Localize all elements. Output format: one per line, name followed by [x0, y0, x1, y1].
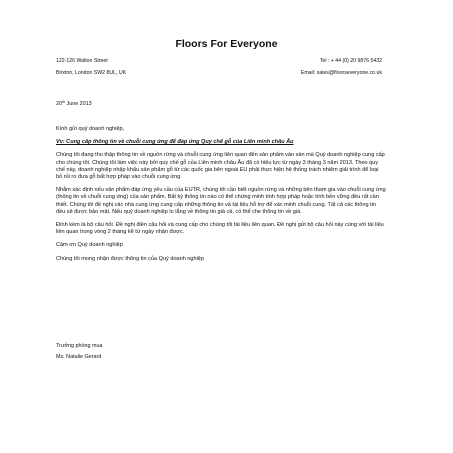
- signer-title: Trưởng phòng mua: [56, 343, 103, 349]
- date-day: 20: [56, 101, 62, 107]
- address-line-1: 122-126 Walton Street: [56, 58, 108, 64]
- letter-date: [56, 101, 92, 107]
- telephone: Tel : + 44 (0) 20 9876 5432: [319, 58, 382, 64]
- address-line-2: Brixton, London SW2 8UL, UK: [56, 70, 127, 76]
- letter-body: [56, 126, 386, 269]
- signer-name: Ms. Natalie Gerard: [56, 354, 102, 360]
- subject-line: [56, 139, 386, 146]
- paragraph-3: Đính kèm là bộ câu hỏi. Đề nghị điền câu hỏi và cung cấp cho chúng tôi tài liệu liên quan. Đề nghị gửi bộ câu hỏi này cùng với tài liệu liên quan trong vòng 2 tháng kể từ ngày nhận được.: [56, 222, 384, 236]
- subject-label: Vv:: [56, 139, 65, 146]
- closing-line: Chúng tôi mong nhận được thông tin của Quý doanh nghiệp: [56, 255, 204, 262]
- subject-text: Cung cấp thông tin về chuỗi cung ứng để đáp ứng Quy chế gỗ của Liên minh châu Âu: [64, 139, 294, 146]
- date-month-year: June 2013: [65, 101, 92, 107]
- thanks-line: Cảm ơn Quý doanh nghiệp: [56, 242, 123, 249]
- salutation: Kính gửi quý doanh nghiệp,: [56, 126, 125, 132]
- email: Email: sales@floorseveryone.co.uk: [300, 70, 382, 76]
- company-title: Floors For Everyone: [175, 38, 278, 50]
- paragraph-1: Chúng tôi đang thu thập thông tin về nguồn rừng và chuỗi cung ứng liên quan đến sản phẩm ván sàn mà Quý doanh nghiệp cung cấp cho chúng tôi. Chúng tôi làm việc này bởi quy chế gỗ của Liên minh châu Âu đã có hiệu lực từ ngày 3 tháng 3 năm 2013. Theo quy chế này, doanh nghiệp nhập khẩu sản phẩm gỗ từ các quốc gia bên ngoài EU phải thực hiện hệ thống trách nhiệm giải trình để loại bỏ rủi ro đưa gỗ bất hợp pháp vào chuỗi cung ứng.: [56, 152, 385, 181]
- date-suffix: th: [62, 100, 65, 104]
- paragraph-2: Nhằm xác định nếu sản phẩm đáp ứng yêu cầu của EUTR, chúng tôi cần biết nguồn rừng và những bên tham gia vào chuỗi cung ứng (thông tin về chuỗi cung ứng) của sản phẩm. Bất kỳ thông tin nào có thể chứng minh tính hợp pháp hoặc tính bền vững đều rất cần thiết. Chúng tôi đề nghị các nhà cung ứng cung cấp những thông tin và tài liệu hỗ trợ để xác minh chuỗi cung. Tất cả các thông tin đều sẽ được bảo mật. Nếu quý doanh nghiệp lo lắng về thông tin giá cả, có thể che thông tin về giá.: [56, 187, 386, 215]
